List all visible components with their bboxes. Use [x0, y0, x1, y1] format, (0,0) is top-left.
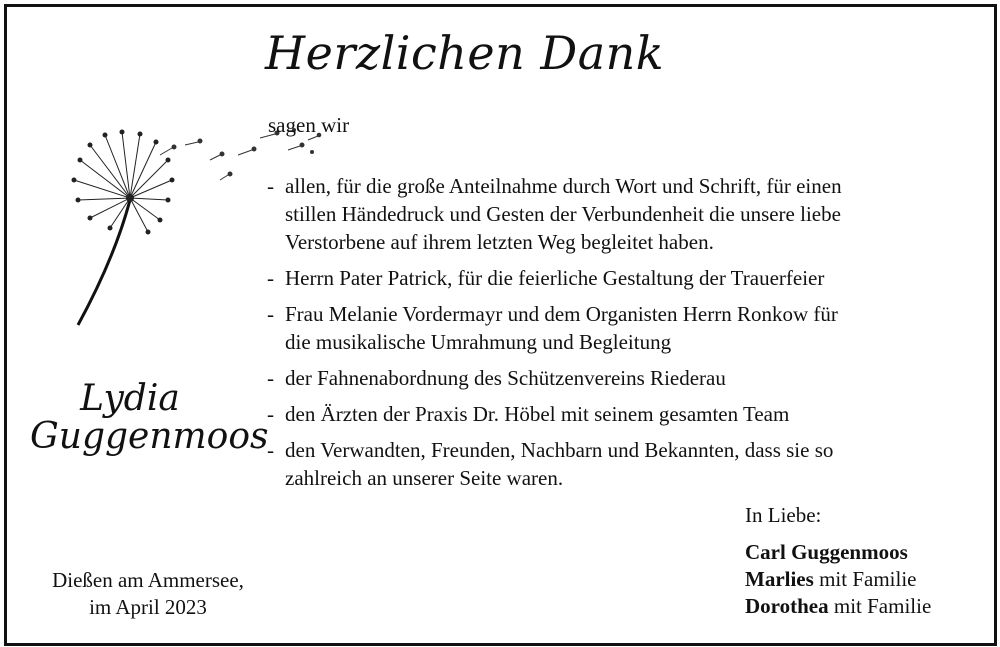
thanks-line: Frau Melanie Vordermayr und dem Organisten Herrn Ronkow für: [285, 302, 838, 326]
thanks-item: [267, 400, 967, 428]
bullet-dash: -: [267, 266, 274, 290]
deceased-last-name: Guggenmoos: [30, 416, 269, 457]
bullet-dash: -: [267, 438, 274, 462]
signer: [745, 566, 931, 593]
intro-text: sagen wir: [268, 113, 350, 137]
thanks-line: Verstorbene auf ihrem letzten Weg begleitet haben.: [285, 230, 714, 254]
bullet-dash: -: [267, 366, 274, 390]
signer-name: Carl Guggenmoos: [745, 540, 908, 564]
signer-name: Marlies: [745, 567, 814, 591]
thanks-item: [267, 300, 967, 356]
date-line: im April 2023: [89, 595, 207, 619]
thanks-line: den Verwandten, Freunden, Nachbarn und Bekannten, dass sie so: [285, 438, 834, 462]
thanks-line: zahlreich an unserer Seite waren.: [285, 466, 564, 490]
place-line: Dießen am Ammersee,: [52, 568, 244, 592]
signoff: [745, 502, 931, 620]
thanks-line: allen, für die große Anteilnahme durch Wort und Schrift, für einen: [285, 174, 842, 198]
thanks-line: Herrn Pater Patrick, für die feierliche Gestaltung der Trauerfeier: [285, 266, 825, 290]
signer: [745, 593, 931, 620]
signoff-greeting: In Liebe:: [745, 503, 822, 527]
thanks-line: die musikalische Umrahmung und Begleitung: [285, 330, 672, 354]
signer-suffix: mit Familie: [828, 594, 932, 618]
thanks-item: [267, 264, 967, 292]
place-date: [28, 567, 268, 621]
thanks-list: [267, 172, 967, 500]
thanks-line: den Ärzten der Praxis Dr. Höbel mit seinem gesamten Team: [285, 402, 790, 426]
deceased-name: [30, 378, 269, 457]
bullet-dash: -: [267, 402, 274, 426]
deceased-first-name: Lydia: [80, 378, 180, 419]
signer-name: Dorothea: [745, 594, 829, 618]
thanks-item: [267, 364, 967, 392]
thanks-line: der Fahnenabordnung des Schützenvereins Riederau: [285, 366, 726, 390]
signer-suffix: mit Familie: [813, 567, 917, 591]
notice-title: Herzlichen Dank: [265, 26, 665, 80]
thanks-item: [267, 172, 967, 256]
bullet-dash: -: [267, 174, 274, 198]
signer: [745, 539, 931, 566]
bullet-dash: -: [267, 302, 274, 326]
thanks-line: stillen Händedruck und Gesten der Verbundenheit die unsere liebe: [285, 202, 841, 226]
thanks-item: [267, 436, 967, 492]
